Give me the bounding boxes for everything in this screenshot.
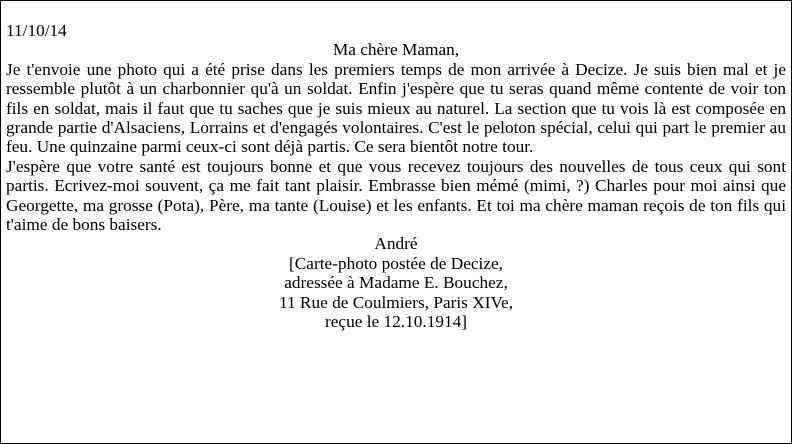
- note-line: 11 Rue de Coulmiers, Paris XIVe,: [278, 292, 514, 312]
- salutation: Ma chère Maman,: [332, 40, 460, 60]
- paragraph-2: J'espère que votre santé est toujours bonne et que vous recevez toujours des nouvelles de tous ceux qui sont partis. Ecrivez-moi souvent, ça me fait tant plaisir. Embrasse bien mémé (mimi, ?) Charles pour moi ainsi que Georgette, ma grosse (Pota), Père, ma tante (Louise) et les enfants. Et toi ma chère maman reçois de ton fils qui t'aime de bons baisers.: [6, 156, 786, 235]
- note-line: [Carte-photo postée de Decize,: [289, 253, 503, 273]
- signature: André: [374, 234, 418, 254]
- note-line: adressée à Madame E. Bouchez,: [284, 273, 508, 293]
- editorial-note: [6, 254, 786, 332]
- letter-date: 11/10/14: [6, 21, 67, 40]
- note-line: reçue le 12.10.1914]: [324, 312, 468, 332]
- paragraph-1: Je t'envoie une photo qui a été prise dans les premiers temps de mon arrivée à Decize. Je suis bien mal et je ressemble plutôt à un charbonnier qu'à un soldat. Enfin j'espère que tu seras quand même contente de voir ton fils en soldat, mais il faut que tu saches que je suis mieux au naturel. La section que tu vois là est composée en grande partie d'Alsaciens, Lorrains et d'engagés volontaires. C'est le peloton spécial, celui qui part le premier au feu. Une quinzaine parmi ceux-ci sont déjà partis. Ce sera bientôt notre tour.: [6, 59, 786, 157]
